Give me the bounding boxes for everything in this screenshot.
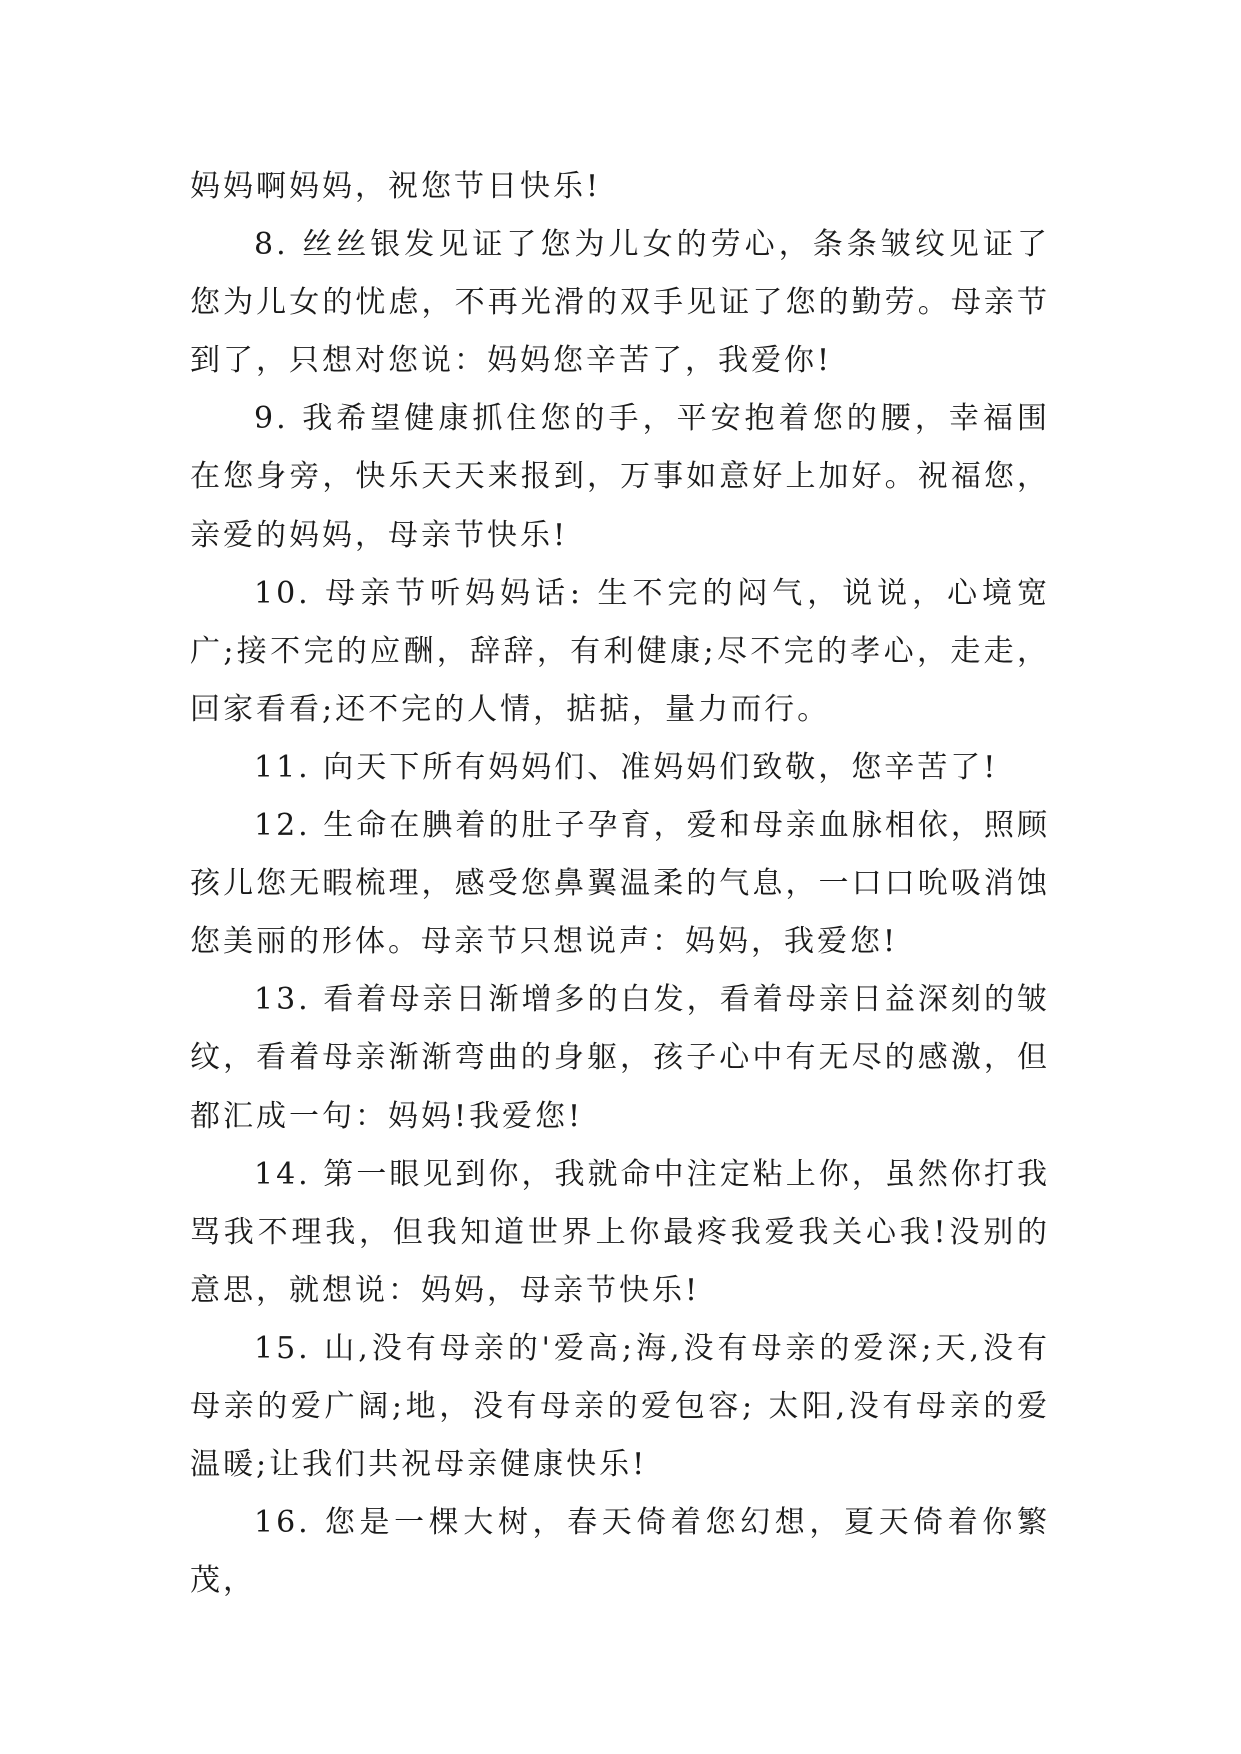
paragraph-item-12: 12. 生命在腆着的肚子孕育，爱和母亲血脉相依，照顾孩儿您无暇梳理，感受您鼻翼温柔的气息，一口口吮吸消蚀您美丽的形体。母亲节只想说声：妈妈，我爱您!	[190, 808, 1050, 960]
paragraph-item-11: 11. 向天下所有妈妈们、准妈妈们致敬，您辛苦了!	[254, 749, 999, 785]
paragraph-continuation: 妈妈啊妈妈，祝您节日快乐!	[190, 169, 602, 204]
paragraph-item-16: 16. 您是一棵大树，春天倚着您幻想，夏天倚着你繁茂，	[190, 1505, 1050, 1599]
paragraph-item-8: 8. 丝丝银发见证了您为儿女的劳心，条条皱纹见证了您为儿女的忧虑，不再光滑的双手见证了您的勤劳。母亲节到了，只想对您说：妈妈您辛苦了，我爱你!	[190, 227, 1050, 379]
document-body	[190, 158, 1050, 1610]
paragraph-item-13: 13. 看着母亲日渐增多的白发，看着母亲日益深刻的皱纹，看着母亲渐渐弯曲的身躯，孩子心中有无尽的感激，但都汇成一句：妈妈!我爱您!	[190, 982, 1050, 1134]
paragraph-item-9: 9. 我希望健康抓住您的手，平安抱着您的腰，幸福围在您身旁，快乐天天来报到，万事如意好上加好。祝福您，亲爱的妈妈，母亲节快乐!	[190, 401, 1050, 553]
paragraph-item-10: 10. 母亲节听妈妈话: 生不完的闷气，说说，心境宽广;接不完的应酬，辞辞，有利健康;尽不完的孝心，走走，回家看看;还不完的人情，掂掂，量力而行。	[190, 575, 1050, 727]
paragraph-item-14: 14. 第一眼见到你，我就命中注定粘上你，虽然你打我骂我不理我，但我知道世界上你最疼我爱我关心我!没别的意思，就想说：妈妈，母亲节快乐!	[190, 1156, 1050, 1308]
paragraph-item-15: 15. 山,没有母亲的'爱高;海,没有母亲的爱深;天,没有母亲的爱广阔;地，没有母亲的爱包容; 太阳,没有母亲的爱温暖;让我们共祝母亲健康快乐!	[190, 1330, 1050, 1483]
